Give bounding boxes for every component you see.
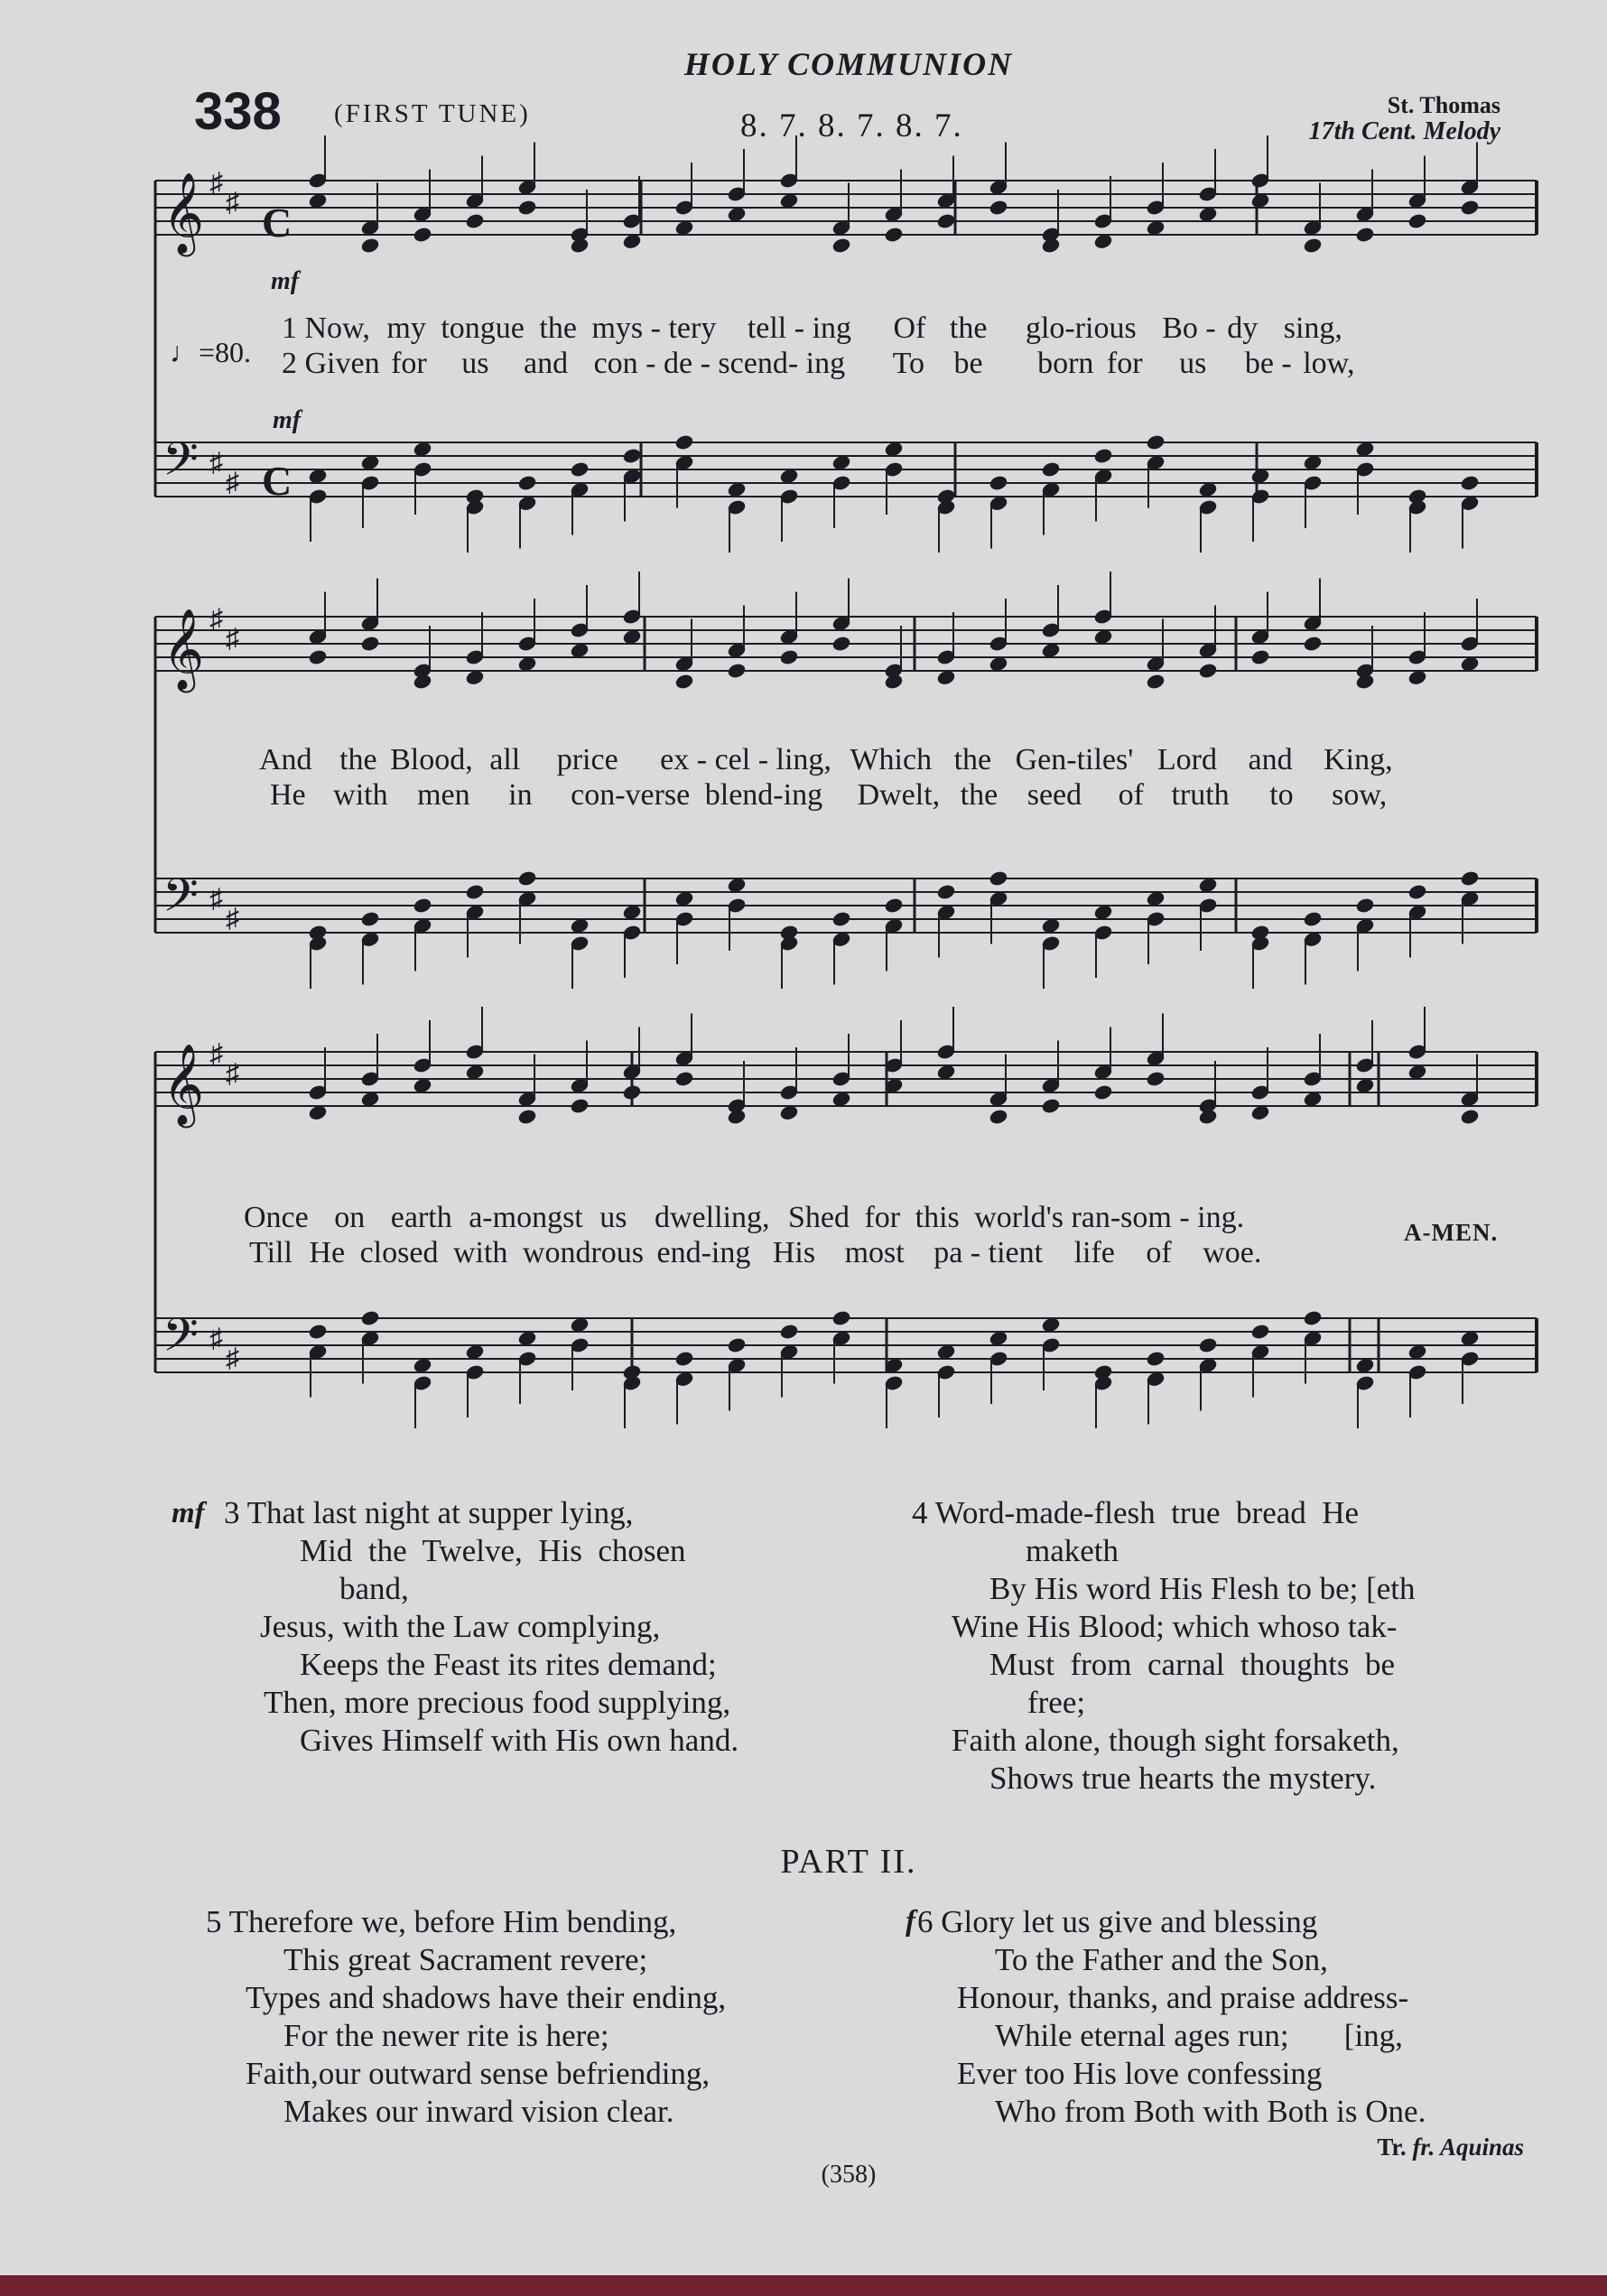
verse-line: Who from Both with Both is One. (995, 2094, 1426, 2129)
lyric-syllable: tell - ing (747, 311, 852, 345)
tune-name: St. Thomas (1387, 92, 1500, 118)
part-title: PART II. (780, 1843, 917, 1881)
note-head (779, 192, 798, 209)
lyric-syllable: pa - tient (934, 1236, 1044, 1269)
note-head (884, 897, 903, 914)
note-head (936, 1064, 955, 1080)
note-head (884, 441, 903, 457)
note-head (308, 468, 327, 484)
sharp-sign: ♯ (209, 448, 223, 478)
bass-clef: 𝄢 (163, 432, 199, 497)
page-number: (358) (821, 2161, 877, 2189)
note-head (936, 884, 955, 900)
note-head (1355, 1077, 1374, 1093)
note-head (1303, 911, 1322, 927)
lyric-syllable: blend-ing (704, 778, 823, 812)
note-head (465, 1343, 484, 1360)
lyric-syllable: To (892, 347, 924, 380)
lyric-syllable: this (915, 1201, 960, 1234)
note-head (779, 649, 798, 665)
note-head (727, 877, 746, 893)
lyric-syllable: Shed (787, 1201, 850, 1234)
note-head (1355, 1357, 1374, 1373)
lyric-syllable: on (334, 1201, 366, 1234)
sharp-sign: ♯ (226, 468, 239, 497)
treble-clef: 𝄞 (163, 172, 205, 254)
lyric-syllable: the (960, 778, 999, 812)
note-head (831, 454, 850, 470)
lyric-syllable: be (953, 347, 983, 380)
lyric-syllable: born (1037, 347, 1094, 380)
verse-line: 6 Glory let us give and blessing (917, 1904, 1318, 1939)
note-head (831, 911, 850, 927)
note-head (1093, 904, 1112, 920)
tune-label: (FIRST TUNE) (334, 99, 531, 128)
verse-line: 4 Word-made-flesh true bread He (912, 1495, 1360, 1530)
lyric-syllable: ran-som - ing. (1071, 1201, 1245, 1234)
note-head (779, 1324, 798, 1340)
note-head (1460, 870, 1479, 887)
note-head (1041, 917, 1060, 934)
translator-prefix: Tr. (1377, 2133, 1407, 2161)
verse-line: band, (339, 1571, 409, 1606)
note-head (570, 461, 589, 478)
note-head (413, 897, 432, 914)
note-head (674, 674, 693, 690)
note-head (622, 233, 641, 249)
lyric-syllable: most (844, 1236, 905, 1269)
lyric-syllable: He (270, 778, 306, 812)
meter: 8. 7. 8. 7. 8. 7. (740, 107, 963, 144)
note-head (1460, 1109, 1479, 1125)
note-head (727, 481, 746, 497)
note-head (989, 475, 1008, 491)
note-head (413, 1357, 432, 1373)
note-head (1250, 468, 1269, 484)
lyric-syllable: with (333, 778, 388, 812)
note-head (1146, 219, 1165, 236)
lyric-syllable: the (953, 743, 992, 776)
note-head (1198, 663, 1217, 679)
sharp-sign: ♯ (209, 168, 223, 198)
sharp-sign: ♯ (226, 904, 239, 934)
verse-line: Faith,our outward sense befriending, (246, 2056, 711, 2091)
verse-5 (206, 1903, 726, 2131)
lyric-syllable: Dwelt, (857, 778, 941, 812)
verse-line: Shows true hearts the mystery. (989, 1761, 1377, 1796)
note-head (727, 1337, 746, 1353)
note-head (989, 870, 1008, 887)
sharp-sign: ♯ (209, 1039, 223, 1069)
note-head (360, 237, 379, 254)
verse-line: Jesus, with the Law complying, (260, 1609, 661, 1644)
verse-line: Then, more precious food supplying, (264, 1685, 731, 1720)
verse-line: Faith alone, though sight forsaketh, (952, 1723, 1399, 1758)
bass-clef: 𝄢 (163, 868, 199, 934)
note-head (727, 663, 746, 679)
verse-line: 5 Therefore we, before Him bending, (206, 1904, 677, 1939)
note-head (360, 911, 379, 927)
lyric-syllable: end-ing (656, 1236, 751, 1269)
note-head (1041, 1316, 1060, 1333)
verse-line: Must from carnal thoughts be (989, 1647, 1396, 1682)
note-head (1303, 454, 1322, 470)
note-head (360, 1091, 379, 1107)
note-head (570, 1098, 589, 1114)
note-head (1093, 1084, 1112, 1101)
note-head (674, 1071, 693, 1087)
lyric-syllable: world's (974, 1201, 1064, 1234)
note-head (1093, 233, 1112, 249)
verse-3 (224, 1494, 738, 1760)
verse-line: While eternal ages run; [ing, (995, 2018, 1403, 2053)
lyric-syllable: of (1146, 1236, 1172, 1269)
lyrics-system3-verse1 (244, 1201, 1244, 1235)
note-head (517, 655, 536, 672)
lyric-syllable: - (1205, 311, 1216, 345)
lyric-syllable: He (309, 1236, 346, 1269)
note-head (831, 636, 850, 652)
lyric-syllable: Till (249, 1236, 293, 1269)
note-head (1250, 1324, 1269, 1340)
verse-line: Ever too His love confessing (957, 2056, 1323, 2091)
note-head (989, 655, 1008, 672)
note-head (936, 213, 955, 229)
lyric-syllable: tongue (441, 311, 525, 345)
verse-line: Makes our inward vision clear. (283, 2094, 674, 2129)
sharp-sign: ♯ (226, 624, 239, 654)
lyric-syllable: woe. (1203, 1236, 1262, 1269)
translator-credit (1377, 2133, 1524, 2161)
verse-line: Keeps the Feast its rites demand; (300, 1647, 717, 1682)
note-head (1093, 628, 1112, 645)
note-head (831, 237, 850, 254)
verse-line: free; (1027, 1685, 1086, 1720)
sharp-sign: ♯ (209, 1324, 223, 1353)
note-head (1250, 192, 1269, 209)
note-head (884, 227, 903, 243)
translator-name: fr. Aquinas (1412, 2133, 1524, 2161)
note-head (622, 628, 641, 645)
lyric-syllable: seed (1026, 778, 1082, 812)
note-head (570, 1316, 589, 1333)
note-head (779, 468, 798, 484)
note-head (1146, 1351, 1165, 1367)
note-head (1146, 674, 1165, 690)
amen-label: A-MEN. (1404, 1219, 1499, 1246)
note-head (1198, 1337, 1217, 1353)
lyric-syllable: 1 Now, (282, 311, 370, 345)
lyric-syllable: men (417, 778, 470, 812)
verse-line: Wine His Blood; which whoso tak- (952, 1609, 1398, 1644)
note-head (1460, 475, 1479, 491)
time-signature: C (262, 458, 293, 504)
note-head (727, 1109, 746, 1125)
lyric-syllable: 2 Given (282, 347, 380, 380)
note-head (1198, 877, 1217, 893)
lyric-syllable: closed (359, 1236, 439, 1269)
note-head (570, 917, 589, 934)
note-head (1198, 206, 1217, 222)
note-head (1146, 1071, 1165, 1087)
note-head (1303, 1310, 1322, 1326)
note-head (989, 200, 1008, 216)
note-head (1355, 897, 1374, 914)
lyric-syllable: mys - tery (591, 311, 717, 345)
note-head (360, 1310, 379, 1326)
note-head (1303, 1091, 1322, 1107)
lyric-syllable: life (1073, 1236, 1115, 1269)
note-head (1407, 669, 1426, 685)
lyric-syllable: my (386, 311, 426, 345)
note-head (1250, 1104, 1269, 1120)
lyric-syllable: the (949, 311, 988, 345)
note-head (989, 1109, 1008, 1125)
note-head (936, 669, 955, 685)
note-head (1407, 1064, 1426, 1080)
lyrics-system2-verse1 (259, 743, 1393, 777)
verse-6 (917, 1903, 1426, 2131)
lyric-syllable: sow, (1332, 778, 1388, 812)
lyrics-system3-verse2 (249, 1236, 1261, 1270)
note-head (308, 1104, 327, 1120)
note-head (1407, 213, 1426, 229)
note-head (674, 890, 693, 906)
lyric-syllable: be (1244, 347, 1274, 380)
verse-4 (912, 1494, 1416, 1798)
note-head (465, 884, 484, 900)
note-head (465, 213, 484, 229)
note-head (1198, 1109, 1217, 1125)
note-head (1041, 642, 1060, 658)
note-head (1355, 441, 1374, 457)
note-head (570, 237, 589, 254)
lyric-syllable: and (1248, 743, 1293, 776)
section-title: HOLY COMMUNION (683, 46, 1014, 82)
note-head (1041, 237, 1060, 254)
note-head (1355, 227, 1374, 243)
lyric-syllable: Bo (1162, 311, 1198, 345)
lyric-syllable: the (339, 743, 377, 776)
note-head (674, 219, 693, 236)
note-head (674, 434, 693, 451)
lyric-syllable: con - de - scend- ing (593, 347, 846, 380)
note-head (1460, 1330, 1479, 1346)
note-head (1093, 448, 1112, 464)
note-head (1460, 200, 1479, 216)
note-head (517, 200, 536, 216)
verse-line: maketh (1026, 1533, 1119, 1568)
lyric-syllable: dwelling, (654, 1201, 770, 1234)
lyric-syllable: Once (244, 1201, 309, 1234)
note-head (989, 1330, 1008, 1346)
note-head (884, 674, 903, 690)
note-head (308, 192, 327, 209)
treble-clef: 𝄞 (163, 1044, 205, 1125)
verse-line: Gives Himself with His own hand. (300, 1723, 739, 1758)
note-head (517, 475, 536, 491)
note-head (674, 1351, 693, 1367)
bass-clef: 𝄢 (163, 1307, 199, 1373)
lyric-syllable: for (1106, 347, 1143, 380)
note-head (831, 1091, 850, 1107)
lyric-syllable: with (452, 1236, 508, 1269)
note-head (1041, 1098, 1060, 1114)
note-head (727, 206, 746, 222)
lyric-syllable: the (539, 311, 577, 345)
lyric-syllable: - (1281, 347, 1292, 380)
verse-line: For the newer rite is here; (283, 2018, 609, 2053)
verse3-dynamic: mf (172, 1497, 205, 1529)
lyric-syllable: us (461, 347, 489, 380)
lyric-syllable: price (556, 743, 618, 776)
lyric-syllable: earth (390, 1201, 452, 1234)
note-head (622, 448, 641, 464)
lyrics-system1-verse1 (282, 311, 1342, 346)
note-head (517, 1109, 536, 1125)
tempo-marking: ♩=80. (170, 336, 252, 368)
note-head (1460, 655, 1479, 672)
verse6-dynamic: f (906, 1905, 915, 1938)
sharp-sign: ♯ (209, 884, 223, 914)
verse-line: 3 That last night at supper lying, (224, 1495, 634, 1530)
note-head (517, 1330, 536, 1346)
note-head (1250, 649, 1269, 665)
lyric-syllable: Of (893, 311, 926, 345)
lyric-syllable: Blood, (390, 743, 473, 776)
lyric-syllable: Which (850, 743, 933, 776)
sharp-sign: ♯ (226, 188, 239, 218)
sharp-sign: ♯ (209, 604, 223, 634)
note-head (465, 1064, 484, 1080)
verse-line: Types and shadows have their ending, (246, 1980, 727, 2015)
lyric-syllable: us (1179, 347, 1207, 380)
treble-clef: 𝄞 (163, 609, 205, 690)
note-head (413, 674, 432, 690)
note-head (413, 1077, 432, 1093)
note-head (308, 1324, 327, 1340)
note-head (360, 454, 379, 470)
note-head (779, 1104, 798, 1120)
note-head (1041, 461, 1060, 478)
note-head (1407, 884, 1426, 900)
lyric-syllable: And (259, 743, 312, 776)
lyric-syllable: Gen-tiles' (1015, 743, 1134, 776)
note-head (570, 642, 589, 658)
dynamic-mark: mf (271, 267, 300, 295)
note-head (465, 669, 484, 685)
sharp-sign: ♯ (226, 1343, 239, 1373)
note-head (1198, 481, 1217, 497)
page-edge (0, 2275, 1607, 2296)
lyrics-system1-verse2 (282, 347, 1355, 381)
lyric-syllable: truth (1171, 778, 1230, 812)
note-head (1355, 674, 1374, 690)
lyric-syllable: of (1118, 778, 1144, 812)
note-head (413, 441, 432, 457)
lyric-syllable: for (864, 1201, 901, 1234)
lyric-syllable: wondrous (522, 1236, 644, 1269)
lyric-syllable: low, (1303, 347, 1355, 380)
lyric-syllable: for (391, 347, 427, 380)
lyric-syllable: His (772, 1236, 816, 1269)
verse-line: Mid the Twelve, His chosen (300, 1533, 686, 1568)
note-head (831, 1310, 850, 1326)
lyric-syllable: glo-rious (1025, 311, 1137, 345)
lyric-syllable: to (1269, 778, 1294, 812)
lyric-syllable: ex - cel - ling, (660, 743, 831, 776)
lyric-syllable: and (523, 347, 569, 380)
lyric-syllable: us (599, 1201, 627, 1234)
note-head (360, 636, 379, 652)
note-head (1303, 636, 1322, 652)
lyrics-system2-verse2 (270, 778, 1387, 813)
note-head (936, 1343, 955, 1360)
lyric-syllable: con-verse (571, 778, 691, 812)
time-signature: C (262, 200, 293, 246)
note-head (517, 870, 536, 887)
note-head (1303, 237, 1322, 254)
lyric-syllable: a-mongst (469, 1201, 583, 1234)
verse-line: This great Sacrament revere; (283, 1942, 648, 1977)
note-head (1146, 890, 1165, 906)
note-head (308, 649, 327, 665)
verse-line: Honour, thanks, and praise address- (957, 1980, 1409, 2015)
lyric-syllable: King, (1324, 743, 1393, 776)
note-head (1146, 434, 1165, 451)
dynamic-mark: mf (273, 406, 302, 434)
lyric-syllable: all (489, 743, 521, 776)
hymn-number: 338 (194, 82, 282, 141)
verse-line: By His word His Flesh to be; [eth (989, 1571, 1416, 1606)
sharp-sign: ♯ (226, 1059, 239, 1089)
tune-source: 17th Cent. Melody (1308, 117, 1500, 145)
note-head (1407, 1343, 1426, 1360)
lyric-syllable: Lord (1156, 743, 1217, 776)
lyric-syllable: sing, (1283, 311, 1342, 345)
note-head (413, 227, 432, 243)
lyric-syllable: in (508, 778, 533, 812)
lyric-syllable: dy (1227, 311, 1259, 345)
note-head (622, 904, 641, 920)
verse-line: To the Father and the Son, (995, 1942, 1328, 1977)
